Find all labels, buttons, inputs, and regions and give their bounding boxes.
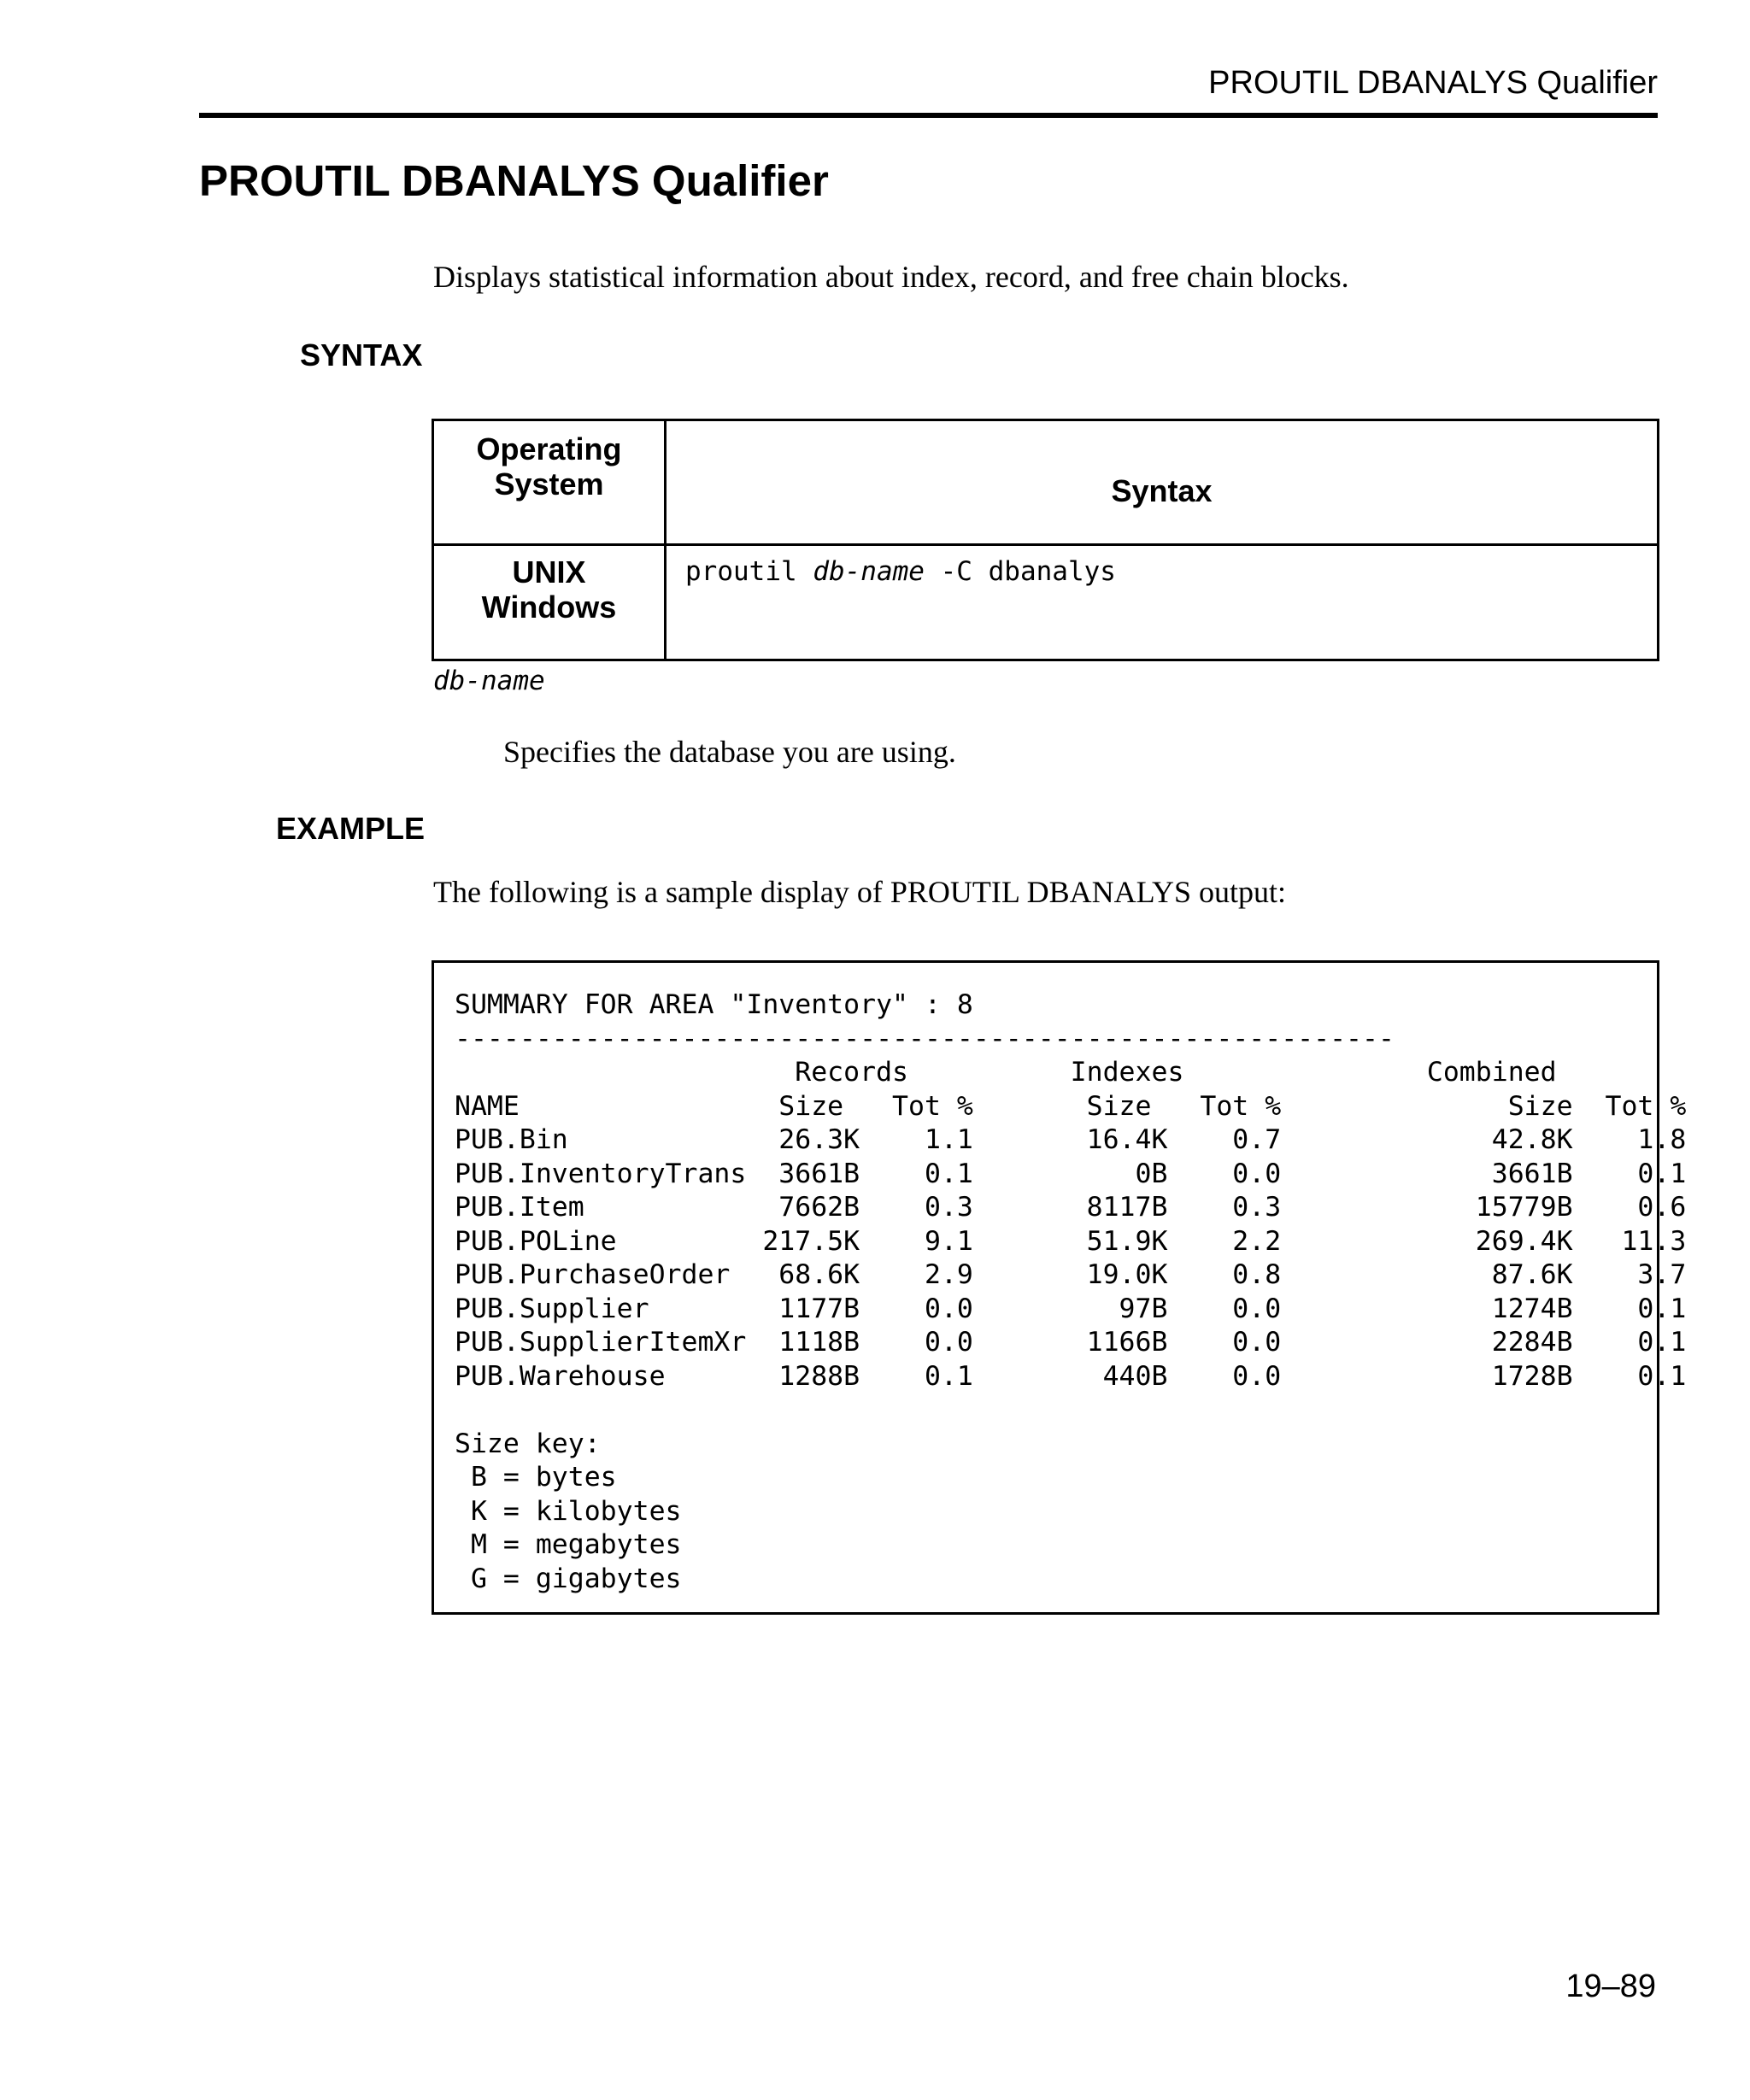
- command-prefix: proutil: [685, 556, 813, 587]
- header-rule: [199, 113, 1658, 118]
- syntax-table: [432, 419, 1659, 661]
- os-cell: [433, 545, 666, 660]
- os-windows: Windows: [481, 590, 617, 625]
- syntax-cell: [666, 545, 1659, 660]
- command-parameter: db-name: [813, 556, 925, 587]
- example-output: SUMMARY FOR AREA "Inventory" : 8 ---------------------------------------------------------- Records Indexes Combined NAME Size Tot % Size Tot % Size Tot % PUB.Bin 26.3K 1.1 16.4K 0.7 42.8K 1.8 PUB.InventoryTrans 3661B 0.1 0B 0.0 3661B 0.1 PUB.Item 7662B 0.3 8117B 0.3 15779B 0.6 PUB.POLine 217.5K 9.1 51.9K 2.2 269.4K 11.3 PUB.PurchaseOrder 68.6K 2.9 19.0K 0.8 87.6K 3.7 PUB.Supplier 1177B 0.0 97B 0.0 1274B 0.1 PUB.SupplierItemXr 1118B 0.0 1166B 0.0 2284B 0.1 PUB.Warehouse 1288B 0.1 440B 0.0 1728B 0.1 Size key: B = bytes K = kilobytes M = megabytes G = gigabytes: [455, 989, 1687, 1594]
- column-header-operating-system: Operating System: [433, 420, 666, 545]
- parameter-description: Specifies the database you are using.: [503, 735, 956, 769]
- parameter-name: db-name: [433, 666, 545, 696]
- running-header: PROUTIL DBANALYS Qualifier: [1208, 65, 1658, 101]
- syntax-heading: SYNTAX: [300, 337, 423, 372]
- example-heading: EXAMPLE: [276, 811, 426, 846]
- page-number: 19–89: [1565, 1968, 1656, 2004]
- column-header-syntax: Syntax: [666, 420, 1659, 545]
- os-unix: UNIX: [512, 554, 586, 590]
- description: Displays statistical information about index, record, and free chain blocks.: [433, 260, 1349, 294]
- example-output-box: [432, 960, 1687, 1615]
- example-intro: The following is a sample display of PROUTIL DBANALYS output:: [433, 875, 1286, 909]
- table-row: [433, 545, 1659, 660]
- page-title: PROUTIL DBANALYS Qualifier: [199, 156, 829, 205]
- command-suffix: -C dbanalys: [924, 556, 1116, 587]
